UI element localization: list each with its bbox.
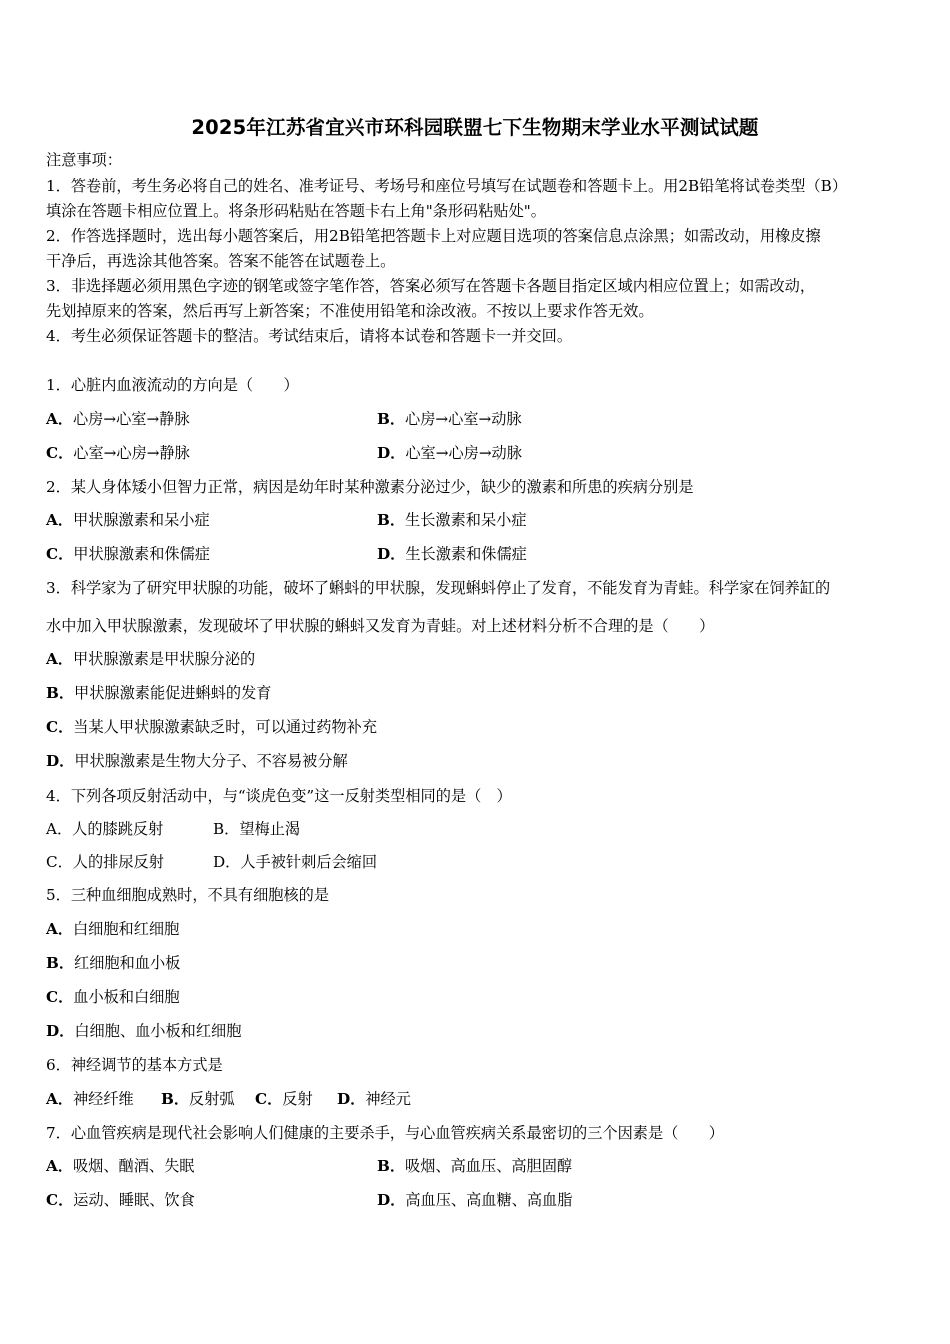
notice-line: 填涂在答题卡相应位置上。将条形码粘贴在答题卡右上角"条形码粘贴处"。 <box>46 202 546 220</box>
question-5-option-c: C．血小板和白细胞 <box>46 988 180 1006</box>
question-3-option-b: B．甲状腺激素能促进蝌蚪的发育 <box>46 684 272 702</box>
notice-line: 先划掉原来的答案，然后再写上新答案；不准使用铅笔和涂改液。不按以上要求作答无效。 <box>46 302 654 320</box>
question-5-option-d: D．白细胞、血小板和红细胞 <box>46 1022 242 1040</box>
question-2-option-b: B．生长激素和呆小症 <box>377 511 527 529</box>
notice-line: 2．作答选择题时，选出每小题答案后，用2B铅笔把答题卡上对应题目选项的答案信息点涂黑；如需改动，用橡皮擦 <box>46 227 821 245</box>
question-2-option-d: D．生长激素和侏儒症 <box>377 545 527 563</box>
question-6-option-c: C．反射 <box>255 1090 313 1108</box>
exam-title: 2025年江苏省宜兴市环科园联盟七下生物期末学业水平测试试题 <box>191 116 759 139</box>
question-2-stem: 2．某人身体矮小但智力正常，病因是幼年时某种激素分泌过少，缺少的激素和所患的疾病分别是 <box>46 478 694 496</box>
notice-line: 1．答卷前，考生务必将自己的姓名、准考证号、考场号和座位号填写在试题卷和答题卡上。用2B铅笔将试卷类型（B） <box>46 177 848 195</box>
question-3-stem-continued: 水中加入甲状腺激素，发现破坏了甲状腺的蝌蚪又发育为青蛙。对上述材料分析不合理的是（ ） <box>46 617 715 635</box>
question-1-option-a: A．心房→心室→静脉 <box>46 410 190 428</box>
question-3-option-a: A．甲状腺激素是甲状腺分泌的 <box>46 650 256 668</box>
question-1-option-c: C．心室→心房→静脉 <box>46 444 190 462</box>
question-5-stem: 5．三种血细胞成熟时，不具有细胞核的是 <box>46 886 330 904</box>
question-4-option-c: C．人的排尿反射 <box>46 853 164 871</box>
question-2-option-c: C．甲状腺激素和侏儒症 <box>46 545 210 563</box>
question-7-option-a: A．吸烟、酗酒、失眠 <box>46 1157 195 1175</box>
question-6-stem: 6．神经调节的基本方式是 <box>46 1056 223 1074</box>
question-7-stem: 7．心血管疾病是现代社会影响人们健康的主要杀手，与心血管疾病关系最密切的三个因素是（ ） <box>46 1124 724 1142</box>
notice-heading: 注意事项： <box>46 151 122 169</box>
notice-line: 3．非选择题必须用黑色字迹的钢笔或签字笔作答，答案必须写在答题卡各题目指定区域内相应位置上；如需改动， <box>46 277 816 295</box>
question-5-option-a: A．白细胞和红细胞 <box>46 920 180 938</box>
notice-line: 4．考生必须保证答题卡的整洁。考试结束后，请将本试卷和答题卡一并交回。 <box>46 327 573 345</box>
question-3-option-d: D．甲状腺激素是生物大分子、不容易被分解 <box>46 752 348 770</box>
question-3-stem: 3．科学家为了研究甲状腺的功能，破坏了蝌蚪的甲状腺，发现蝌蚪停止了发育，不能发育为青蛙。科学家在饲养缸的 <box>46 579 831 597</box>
question-4-option-b: B．望梅止渴 <box>213 820 301 838</box>
question-7-option-d: D．高血压、高血糖、高血脂 <box>377 1191 573 1209</box>
question-7-option-c: C．运动、睡眠、饮食 <box>46 1191 195 1209</box>
question-6-option-a: A．神经纤维 <box>46 1090 134 1108</box>
question-3-option-c: C．当某人甲状腺激素缺乏时，可以通过药物补充 <box>46 718 378 736</box>
question-1-stem: 1．心脏内血液流动的方向是（ ） <box>46 376 299 394</box>
notice-line: 干净后，再选涂其他答案。答案不能答在试题卷上。 <box>46 252 396 270</box>
question-7-option-b: B．吸烟、高血压、高胆固醇 <box>377 1157 573 1175</box>
question-2-option-a: A．甲状腺激素和呆小症 <box>46 511 210 529</box>
question-1-option-d: D．心室→心房→动脉 <box>377 444 522 462</box>
question-6-option-b: B．反射弧 <box>161 1090 235 1108</box>
question-5-option-b: B．红细胞和血小板 <box>46 954 181 972</box>
question-4-stem: 4．下列各项反射活动中，与“谈虎色变”这一反射类型相同的是（ ） <box>46 787 512 805</box>
question-1-option-b: B．心房→心室→动脉 <box>377 410 522 428</box>
question-4-option-d: D．人手被针刺后会缩回 <box>213 853 378 871</box>
question-4-option-a: A．人的膝跳反射 <box>46 820 164 838</box>
question-6-option-d: D．神经元 <box>337 1090 411 1108</box>
